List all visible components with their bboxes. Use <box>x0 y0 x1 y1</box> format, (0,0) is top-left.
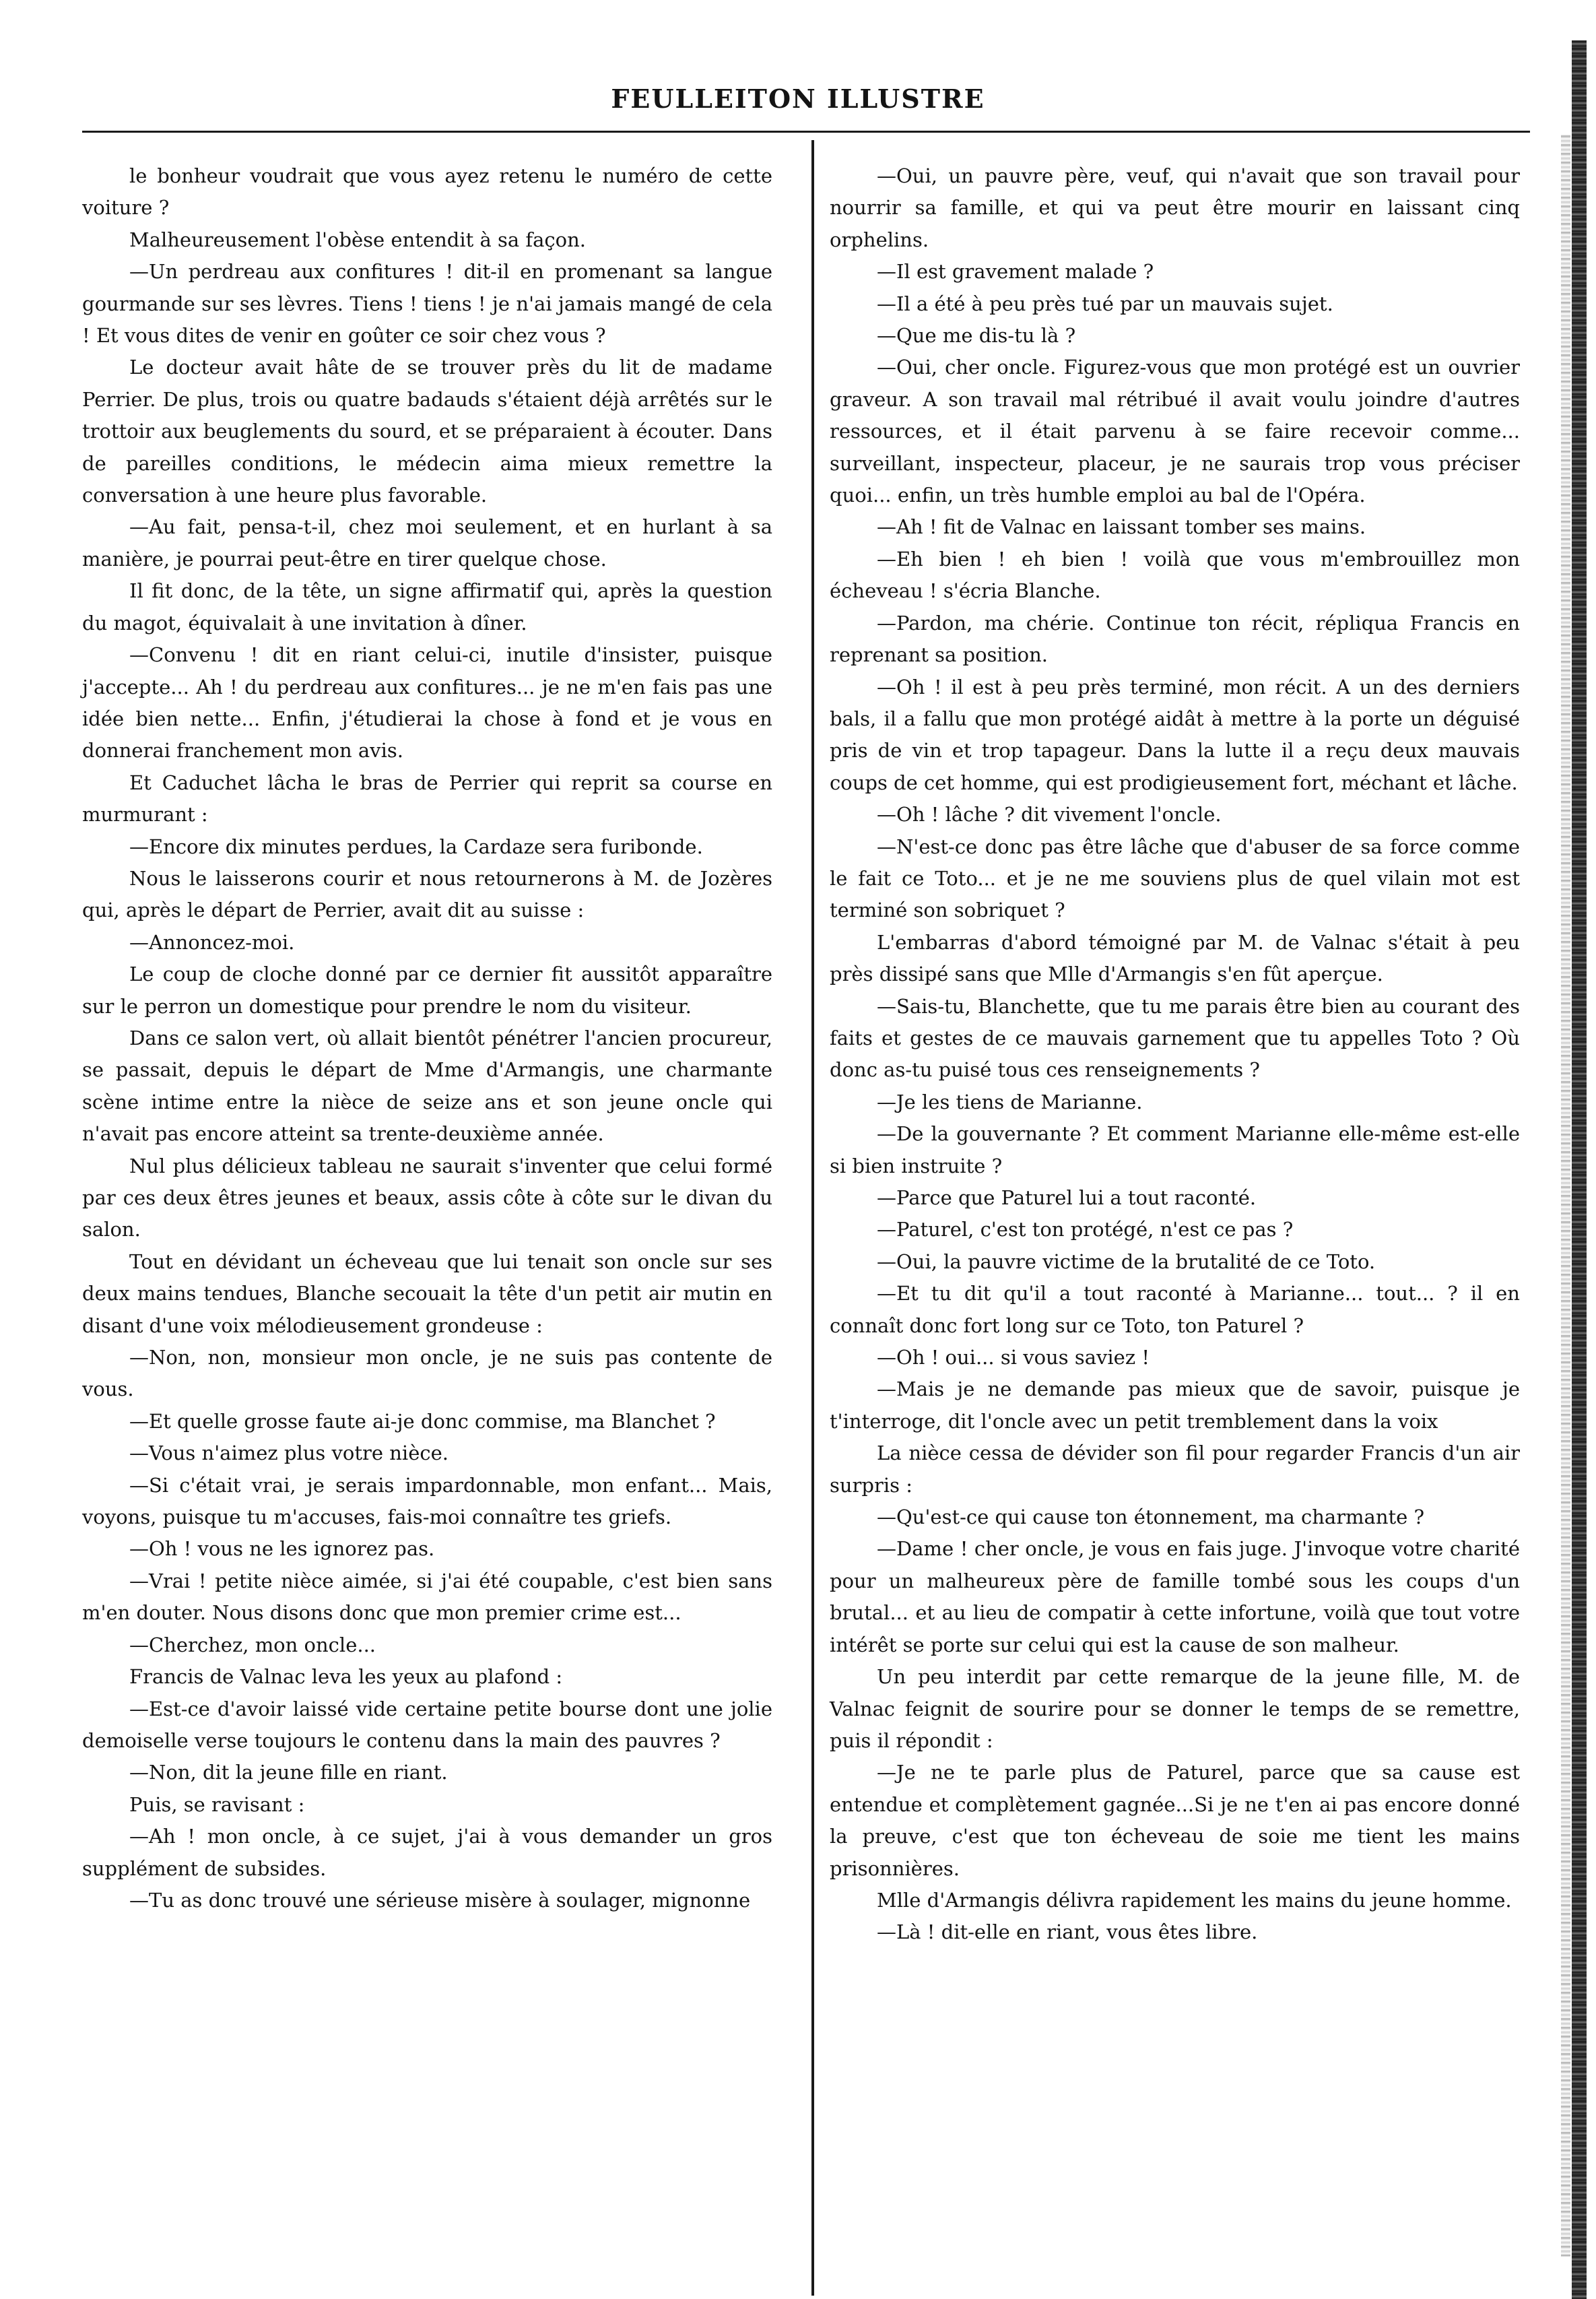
paragraph: Malheureusement l'obèse entendit à sa façon. <box>129 228 586 251</box>
binding-edge <box>1572 40 1587 2299</box>
paragraph: —Vrai ! petite nièce aimée, si j'ai été coupable, c'est bien sans m'en douter. Nous disons donc que mon premier crime est... <box>82 1569 772 1625</box>
paragraph: —Paturel, c'est ton protégé, n'est ce pas ? <box>877 1218 1294 1241</box>
paragraph: —Convenu ! dit en riant celui-ci, inutile d'insister, puisque j'accepte... Ah ! du perdreau aux confitures... je ne m'en fais pas une idée bien nette... Enfin, j'étudierai la chose à fond et je vous en donnerai franchement mon avis. <box>82 643 772 763</box>
paragraph: Nous le laisserons courir et nous retournerons à M. de Jozères qui, après le départ de Perrier, avait dit au suisse : <box>82 866 772 922</box>
paragraph: —Que me dis-tu là ? <box>877 324 1076 348</box>
paragraph: —Oh ! oui... si vous saviez ! <box>877 1346 1150 1369</box>
paragraph: Et Caduchet lâcha le bras de Perrier qui reprit sa course en murmurant : <box>82 771 772 827</box>
paragraph: —Encore dix minutes perdues, la Cardaze sera furibonde. <box>129 835 703 858</box>
column-divider <box>811 140 814 2296</box>
paragraph: —Oh ! vous ne les ignorez pas. <box>129 1537 435 1561</box>
paragraph: —Qu'est-ce qui cause ton étonnement, ma charmante ? <box>877 1505 1425 1529</box>
right-column <box>830 160 1520 1949</box>
paragraph: —Mais je ne demande pas mieux que de savoir, puisque je t'interroge, dit l'oncle avec un petit tremblement dans la voix <box>830 1378 1520 1433</box>
paragraph: —Parce que Paturel lui a tout raconté. <box>877 1186 1257 1209</box>
paragraph: —Oui, la pauvre victime de la brutalité de ce Toto. <box>877 1250 1376 1273</box>
paragraph: Mlle d'Armangis délivra rapidement les mains du jeune homme. <box>877 1888 1512 1912</box>
paragraph: Dans ce salon vert, où allait bientôt pénétrer l'ancien procureur, se passait, depuis le départ de Mme d'Armangis, une charmante scène intime entre la nièce de seize ans et son jeune oncle qui n'avait pas encore atteint sa trente-deuxième année. <box>82 1026 772 1146</box>
paragraph: —De la gouvernante ? Et comment Marianne elle-même est-elle si bien instruite ? <box>830 1122 1520 1177</box>
paragraph: —Si c'était vrai, je serais impardonnable, mon enfant... Mais, voyons, puisque tu m'accuses, fais-moi connaître tes griefs. <box>82 1473 772 1529</box>
paragraph: —Et quelle grosse faute ai-je donc commise, ma Blanchet ? <box>129 1409 716 1433</box>
paragraph: —Tu as donc trouvé une sérieuse misère à soulager, mignonne <box>129 1888 751 1912</box>
paragraph: —Un perdreau aux confitures ! dit-il en promenant sa langue gourmande sur ses lèvres. Tiens ! tiens ! je n'ai jamais mangé de cela ! Et vous dites de venir en goûter ce soir chez vous ? <box>82 260 772 348</box>
paragraph: —Sais-tu, Blanchette, que tu me parais être bien au courant des faits et gestes de ce mauvais garnement que tu appelles Toto ? Où donc as-tu puisé tous ces renseignements ? <box>830 994 1520 1082</box>
paragraph: —Est-ce d'avoir laissé vide certaine petite bourse dont une jolie demoiselle verse toujours le contenu dans la main des pauvres ? <box>82 1697 772 1752</box>
paragraph: Le coup de cloche donné par ce dernier fit aussitôt apparaître sur le perron un domestique pour prendre le nom du visiteur. <box>82 963 772 1018</box>
paragraph: —Dame ! cher oncle, je vous en fais juge. J'invoque votre charité pour un malheureux père de famille tombé sous les coups d'un brutal... et au lieu de compatir à cette infortune, voilà que tout votre intérêt se porte sur celui qui est la cause de son malheur. <box>830 1537 1520 1656</box>
paragraph: Tout en dévidant un écheveau que lui tenait son oncle sur ses deux mains tendues, Blanche secouait la tête d'un petit air mutin en disant d'une voix mélodieusement grondeuse : <box>82 1250 772 1337</box>
paragraph: La nièce cessa de dévider son fil pour regarder Francis d'un air surpris : <box>830 1442 1520 1497</box>
paragraph: —Annoncez-moi. <box>129 930 295 954</box>
paragraph: —Je ne te parle plus de Paturel, parce que sa cause est entendue et complètement gagnée...Si je ne t'en ai pas encore donné la preuve, c'est que ton écheveau de soie me tient les mains prisonnières. <box>830 1761 1520 1880</box>
paragraph: le bonheur voudrait que vous ayez retenu le numéro de cette voiture ? <box>82 164 772 220</box>
paragraph: —Non, non, monsieur mon oncle, je ne suis pas contente de vous. <box>82 1346 772 1401</box>
paragraph: —Eh bien ! eh bien ! voilà que vous m'embrouillez mon écheveau ! s'écria Blanche. <box>830 547 1520 603</box>
paragraph: —Oui, un pauvre père, veuf, qui n'avait que son travail pour nourrir sa famille, et qui va peut être mourir en laissant cinq orphelins. <box>830 164 1520 251</box>
paragraph: —Il est gravement malade ? <box>877 260 1154 284</box>
left-column <box>82 160 772 1916</box>
page-header-title: FEULLEITON ILLUSTRE <box>611 84 985 114</box>
paragraph: —Ah ! mon oncle, à ce sujet, j'ai à vous demander un gros supplément de subsides. <box>82 1825 772 1880</box>
paragraph: —Je les tiens de Marianne. <box>877 1090 1143 1113</box>
paragraph: —Ah ! fit de Valnac en laissant tomber ses mains. <box>877 515 1366 539</box>
paragraph: —Oh ! il est à peu près terminé, mon récit. A un des derniers bals, il a fallu que mon protégé aidât à mettre à la porte un déguisé pris de vin et trop tapageur. Dans la lutte il a reçu deux mauvais coups de cet homme, qui est prodigieusement fort, méchant et lâche. <box>830 675 1520 794</box>
paragraph: —N'est-ce donc pas être lâche que d'abuser de sa force comme le fait ce Toto... et je ne me souviens plus de quel vilain mot est terminé son sobriquet ? <box>830 835 1520 922</box>
paragraph: —Non, dit la jeune fille en riant. <box>129 1761 448 1784</box>
paragraph: —Il a été à peu près tué par un mauvais sujet. <box>877 292 1333 315</box>
paragraph: Il fit donc, de la tête, un signe affirmatif qui, après la question du magot, équivalait à une invitation à dîner. <box>82 579 772 635</box>
paragraph: —Et tu dit qu'il a tout raconté à Marianne... tout... ? il en connaît donc fort long sur ce Toto, ton Paturel ? <box>830 1282 1520 1337</box>
header-rule <box>82 131 1530 133</box>
binding-shadow <box>1561 135 1570 2257</box>
paragraph: Un peu interdit par cette remarque de la jeune fille, M. de Valnac feignit de sourire pour se donner le temps de se remettre, puis il répondit : <box>830 1665 1520 1752</box>
paragraph: —Là ! dit-elle en riant, vous êtes libre. <box>877 1920 1258 1944</box>
paragraph: Francis de Valnac leva les yeux au plafond : <box>129 1665 563 1689</box>
paragraph: —Au fait, pensa-t-il, chez moi seulement, et en hurlant à sa manière, je pourrai peut-être en tirer quelque chose. <box>82 515 772 571</box>
paragraph: —Vous n'aimez plus votre nièce. <box>129 1442 448 1465</box>
paragraph: —Cherchez, mon oncle... <box>129 1633 376 1656</box>
paragraph: Nul plus délicieux tableau ne saurait s'inventer que celui formé par ces deux êtres jeunes et beaux, assis côte à côte sur le divan du salon. <box>82 1154 772 1241</box>
paragraph: —Pardon, ma chérie. Continue ton récit, répliqua Francis en reprenant sa position. <box>830 611 1520 667</box>
paragraph: —Oh ! lâche ? dit vivement l'oncle. <box>877 803 1222 827</box>
paragraph: Le docteur avait hâte de se trouver près du lit de madame Perrier. De plus, trois ou quatre badauds s'étaient déjà arrêtés sur le trottoir aux beuglements du sourd, et se préparaient à écouter. Dans de pareilles conditions, le médecin aima mieux remettre la conversation à une heure plus favorable. <box>82 356 772 507</box>
paragraph: Puis, se ravisant : <box>129 1792 305 1816</box>
paragraph: L'embarras d'abord témoigné par M. de Valnac s'était à peu près dissipé sans que Mlle d'Armangis s'en fût aperçue. <box>830 930 1520 986</box>
paragraph: —Oui, cher oncle. Figurez-vous que mon protégé est un ouvrier graveur. A son travail mal rétribué il avait voulu joindre d'autres ressources, et il était parvenu à se faire recevoir comme... surveillant, inspecteur, placeur, je ne saurais trop vous préciser quoi... enfin, un très humble emploi au bal de l'Opéra. <box>830 356 1520 507</box>
